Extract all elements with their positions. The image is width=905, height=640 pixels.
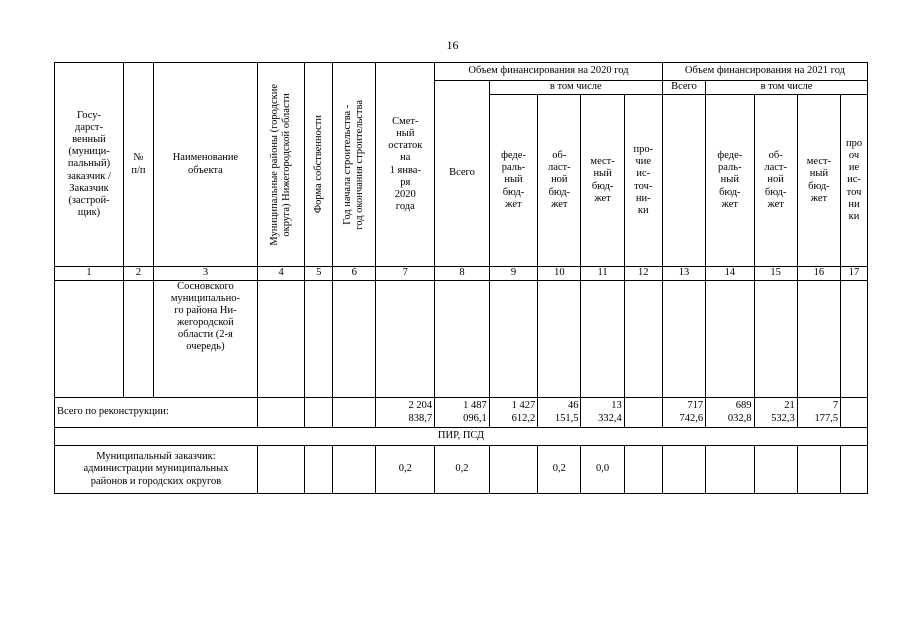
customer-value — [754, 446, 797, 494]
header-customer: Госу- дарст- венный (муници- пальный) заказчик / Заказчик (застрой- щик) — [55, 63, 124, 267]
section-title: ПИР, ПСД — [55, 428, 868, 446]
col-number: 17 — [841, 267, 868, 281]
header-other-2020: про- чие ис- точ- ни- ки — [624, 95, 662, 267]
customer-value — [797, 446, 840, 494]
financing-table — [54, 62, 868, 494]
total-value: 2 204 838,7 — [376, 398, 435, 428]
header-total-2021-empty — [662, 95, 705, 267]
header-regional-2020: об- ласт- ной бюд- жет — [538, 95, 581, 267]
object-row — [55, 281, 868, 398]
header-districts: Муниципальные районы (городские округа) Нижегородской области — [257, 63, 304, 267]
col-number: 15 — [754, 267, 797, 281]
total-value: 717 742,6 — [662, 398, 705, 428]
total-value: 689 032,8 — [706, 398, 754, 428]
col-number: 14 — [706, 267, 754, 281]
customer-value: 0,2 — [376, 446, 435, 494]
customer-value — [706, 446, 754, 494]
col-number: 11 — [581, 267, 624, 281]
header-including-2021: в том числе — [706, 81, 868, 95]
customer-value — [624, 446, 662, 494]
total-value: 1 487 096,1 — [435, 398, 490, 428]
col-number: 8 — [435, 267, 490, 281]
col-number: 2 — [124, 267, 154, 281]
customer-label: Муниципальный заказчик: администрации муниципальных районов и городских округов — [55, 446, 258, 494]
customer-value: 0,2 — [538, 446, 581, 494]
col-number: 7 — [376, 267, 435, 281]
col-number: 10 — [538, 267, 581, 281]
col-number: 13 — [662, 267, 705, 281]
section-row — [55, 428, 868, 446]
header-fin-2021: Объем финансирования на 2021 год — [662, 63, 867, 81]
page-number: 16 — [446, 38, 459, 52]
header-local-2021: мест- ный бюд- жет — [797, 95, 840, 267]
customer-value: 0,2 — [435, 446, 490, 494]
total-value: 13 332,4 — [581, 398, 624, 428]
total-value — [841, 398, 868, 428]
header-other-2021: про оч ие ис- точ ни ки — [841, 95, 868, 267]
customer-value: 0,0 — [581, 446, 624, 494]
total-value: 7 177,5 — [797, 398, 840, 428]
header-total-2020: Всего — [435, 81, 490, 267]
total-value — [624, 398, 662, 428]
total-row — [55, 398, 868, 428]
header-total-2021: Всего — [662, 81, 705, 95]
customer-value — [841, 446, 868, 494]
object-name: Сосновского муниципально- го района Ни- жегородской области (2-я очередь) — [153, 281, 257, 398]
col-number: 4 — [257, 267, 304, 281]
total-value: 21 532,3 — [754, 398, 797, 428]
total-label: Всего по реконструкции: — [55, 398, 258, 428]
col-number: 12 — [624, 267, 662, 281]
header-federal-2020: феде- раль- ный бюд- жет — [489, 95, 537, 267]
customer-value — [662, 446, 705, 494]
header-federal-2021: феде- раль- ный бюд- жет — [706, 95, 754, 267]
header-number: № п/п — [124, 63, 154, 267]
header-regional-2021: об- ласт- ной бюд- жет — [754, 95, 797, 267]
col-number: 16 — [797, 267, 840, 281]
header-object-name: Наименование объекта — [153, 63, 257, 267]
col-number: 9 — [489, 267, 537, 281]
header-balance: Смет- ный остаток на 1 янва- ря 2020 года — [376, 63, 435, 267]
total-value: 46 151,5 — [538, 398, 581, 428]
col-number: 1 — [55, 267, 124, 281]
col-number: 5 — [305, 267, 333, 281]
header-including-2020: в том числе — [489, 81, 662, 95]
column-number-row — [55, 267, 868, 281]
customer-value — [489, 446, 537, 494]
total-value: 1 427 612,2 — [489, 398, 537, 428]
header-fin-2020: Объем финансирования на 2020 год — [435, 63, 663, 81]
header-local-2020: мест- ный бюд- жет — [581, 95, 624, 267]
header-ownership: Форма собственности — [305, 63, 333, 267]
col-number: 6 — [333, 267, 376, 281]
col-number: 3 — [153, 267, 257, 281]
header-years: Год начала строительства - год окончания строительства — [333, 63, 376, 267]
customer-row — [55, 446, 868, 494]
